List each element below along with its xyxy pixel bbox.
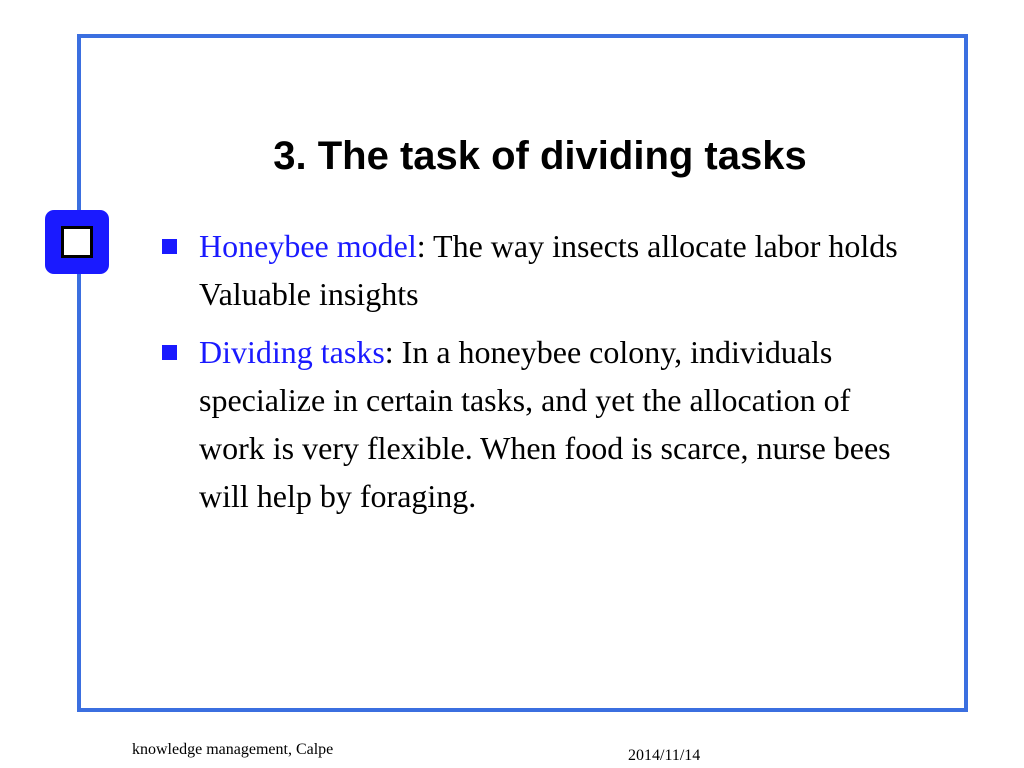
square-bullet-icon (162, 239, 177, 254)
bullet-term: Dividing tasks (199, 334, 385, 370)
footer-date: 2014/11/14 (628, 747, 701, 764)
square-bullet-icon (162, 345, 177, 360)
bullet-item-honeybee-model (162, 222, 922, 318)
footer-source: knowledge management, Calpe (132, 741, 334, 758)
slide-title: 3. The task of dividing tasks (273, 134, 807, 178)
bullet-list (162, 222, 922, 530)
square-ring-inner (61, 226, 93, 258)
bullet-text: : The way insects allocate labor holds Valuable insights (199, 228, 898, 312)
bullet-item-dividing-tasks (162, 328, 922, 520)
bullet-text: : In a honeybee colony, individuals specialize in certain tasks, and yet the allocation of work is very flexible. When food is scarce, nurse bees will help by foraging. (199, 334, 891, 514)
square-ring-icon (45, 210, 109, 274)
bullet-term: Honeybee model (199, 228, 417, 264)
